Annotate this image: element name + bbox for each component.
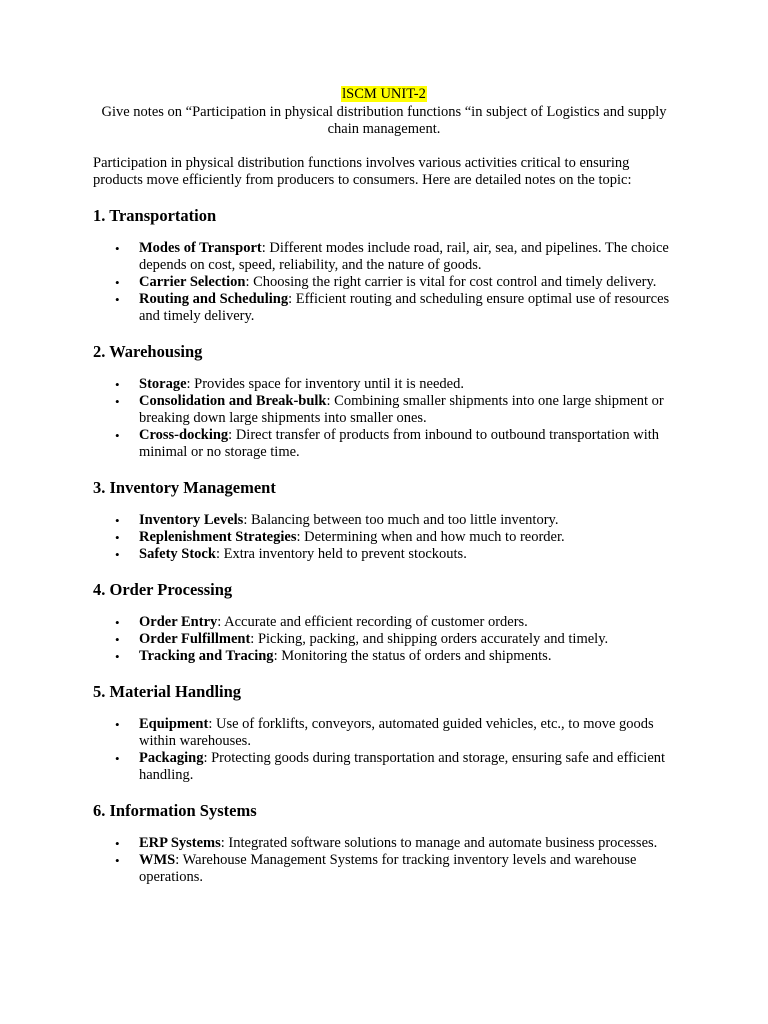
document-title: lSCM UNIT-2 xyxy=(342,86,426,102)
list-item-term: ERP Systems xyxy=(139,835,221,851)
list-item-term: Routing and Scheduling xyxy=(139,291,289,307)
list-item xyxy=(93,835,675,852)
bullet-icon: • xyxy=(115,428,120,443)
section-heading: 2. Warehousing xyxy=(93,342,203,361)
list-item-text: : Different modes include road, rail, air, sea, and pipelines. The choice depends on cost, speed, reliability, and the nature of goods. xyxy=(139,240,669,273)
list-item-term: Carrier Selection xyxy=(139,274,246,290)
list-item xyxy=(93,240,675,274)
list-item xyxy=(93,648,675,665)
list-item-text: : Determining when and how much to reorder. xyxy=(296,529,565,545)
list-item-text: : Provides space for inventory until it is needed. xyxy=(186,376,464,392)
list-item xyxy=(93,716,675,750)
list-item-text: : Accurate and efficient recording of customer orders. xyxy=(217,614,528,630)
bullet-icon: • xyxy=(115,615,120,630)
list-item xyxy=(93,376,675,393)
bullet-list xyxy=(93,376,675,461)
bullet-icon: • xyxy=(115,292,120,307)
list-item-term: Inventory Levels xyxy=(139,512,244,528)
bullet-icon: • xyxy=(115,394,120,409)
list-item-text: : Integrated software solutions to manage and automate business processes. xyxy=(220,835,658,851)
list-item-text: : Picking, packing, and shipping orders accurately and timely. xyxy=(250,631,609,647)
bullet-icon: • xyxy=(115,717,120,732)
bullet-list xyxy=(93,835,675,886)
list-item-term: Storage xyxy=(139,376,187,392)
bullet-icon: • xyxy=(115,836,120,851)
section-heading: 3. Inventory Management xyxy=(93,478,276,497)
bullet-icon: • xyxy=(115,513,120,528)
list-item-text: : Balancing between too much and too little inventory. xyxy=(243,512,559,528)
intro-paragraph: Participation in physical distribution functions involves various activities critical to ensuring products move efficiently from producers to consumers. Here are detailed notes on the topic: xyxy=(93,155,632,188)
list-item-term: Order Entry xyxy=(139,614,218,630)
list-item-text: : Extra inventory held to prevent stockouts. xyxy=(215,546,467,562)
list-item xyxy=(93,427,675,461)
section-heading: 6. Information Systems xyxy=(93,801,257,820)
bullet-icon: • xyxy=(115,547,120,562)
list-item xyxy=(93,291,675,325)
section-heading: 4. Order Processing xyxy=(93,580,233,599)
list-item xyxy=(93,546,675,563)
bullet-icon: • xyxy=(115,241,120,256)
section-heading: 1. Transportation xyxy=(93,206,217,225)
list-item-term: Order Fulfillment xyxy=(139,631,251,647)
bullet-list xyxy=(93,614,675,665)
bullet-icon: • xyxy=(115,853,120,868)
bullet-list xyxy=(93,716,675,784)
list-item-text: : Monitoring the status of orders and shipments. xyxy=(273,648,552,664)
list-item-text: : Warehouse Management Systems for tracking inventory levels and warehouse operations. xyxy=(139,852,637,885)
list-item-text: : Direct transfer of products from inbound to outbound transportation with minimal or no storage time. xyxy=(139,427,660,460)
list-item-term: Equipment xyxy=(139,716,209,732)
list-item-term: Consolidation and Break-bulk xyxy=(139,393,327,409)
list-item-text: : Protecting goods during transportation and storage, ensuring safe and efficient handling. xyxy=(139,750,666,783)
bullet-icon: • xyxy=(115,275,120,290)
bullet-icon: • xyxy=(115,751,120,766)
list-item-text: : Efficient routing and scheduling ensure optimal use of resources and timely delivery. xyxy=(139,291,670,324)
bullet-icon: • xyxy=(115,530,120,545)
list-item xyxy=(93,529,675,546)
bullet-list xyxy=(93,240,675,325)
list-item-term: Replenishment Strategies xyxy=(139,529,297,545)
list-item-term: WMS xyxy=(139,852,176,868)
bullet-icon: • xyxy=(115,649,120,664)
list-item-term: Tracking and Tracing xyxy=(139,648,274,664)
list-item xyxy=(93,393,675,427)
list-item-text: : Use of forklifts, conveyors, automated guided vehicles, etc., to move goods within warehouses. xyxy=(139,716,654,749)
list-item xyxy=(93,512,675,529)
title-line xyxy=(93,86,675,104)
list-item-term: Cross-docking xyxy=(139,427,229,443)
bullet-list xyxy=(93,512,675,563)
list-item xyxy=(93,750,675,784)
list-item xyxy=(93,852,675,886)
list-item xyxy=(93,274,675,291)
list-item xyxy=(93,614,675,631)
list-item-text: : Choosing the right carrier is vital for cost control and timely delivery. xyxy=(245,274,657,290)
document-page xyxy=(93,86,675,886)
list-item-text: : Combining smaller shipments into one large shipment or breaking down large shipments into smaller ones. xyxy=(139,393,664,426)
section-heading: 5. Material Handling xyxy=(93,682,242,701)
document-subtitle: Give notes on “Participation in physical distribution functions “in subject of Logistics and supply chain management. xyxy=(101,104,667,137)
sections-container xyxy=(93,206,675,886)
bullet-icon: • xyxy=(115,377,120,392)
bullet-icon: • xyxy=(115,632,120,647)
list-item-term: Packaging xyxy=(139,750,204,766)
list-item-term: Safety Stock xyxy=(139,546,216,562)
list-item-term: Modes of Transport xyxy=(139,240,262,256)
list-item xyxy=(93,631,675,648)
